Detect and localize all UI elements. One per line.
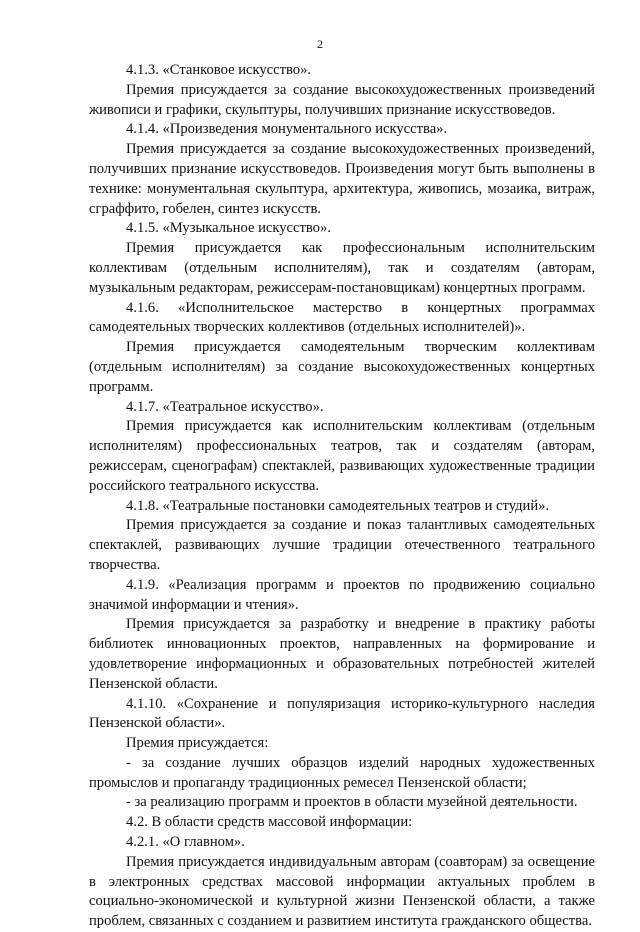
section-text-4-1-6: Премия присуждается самодеятельным творческим коллективам (отдельным исполнителям) за создание высокохудожественных концертных программ. xyxy=(89,339,595,395)
section-text-4-1-9: Премия присуждается за разработку и внедрение в практику работы библиотек инновационных проектов, направленных на формирование и удовлетворение информационных и образовательных потребностей жителей Пензенской области. xyxy=(89,616,595,692)
list-item: - за реализацию программ и проектов в области музейной деятельности. xyxy=(126,794,578,811)
list-item: - за создание лучших образцов изделий народных художественных промыслов и пропаганду традиционных ремесел Пензенской области; xyxy=(89,754,595,791)
section-text-4-1-4: Премия присуждается за создание высокохудожественных произведений, получивших признание искусствоведов. Произведения могут быть выполнены в технике: монументальная скульптура, архитектура, живопись, мозаика, витраж, сграффито, гобелен, синтез искусств. xyxy=(89,141,595,217)
section-text-4-1-10: Премия присуждается: xyxy=(126,735,269,752)
section-heading-4-1-6: 4.1.6. «Исполнительское мастерство в концертных программах самодеятельных творческих коллективов (отдельных исполнителей)». xyxy=(89,299,595,336)
section-heading-4-1-9: 4.1.9. «Реализация программ и проектов по продвижению социально значимой информации и чтения». xyxy=(89,576,595,613)
section-text-4-1-3: Премия присуждается за создание высокохудожественных произведений живописи и графики, скульптуры, получивших признание искусствоведов. xyxy=(89,81,595,118)
section-heading-4-1-5: 4.1.5. «Музыкальное искусство». xyxy=(126,220,331,237)
section-text-4-1-7: Премия присуждается как исполнительским коллективам (отдельным исполнителям) профессиональных театров, так и создателям (авторам, режиссерам, сценографам) спектаклей, развивающих художественные традиции российского театрального искусства. xyxy=(89,418,595,494)
page-number: 2 xyxy=(317,37,323,51)
section-heading-4-2: 4.2. В области средств массовой информации: xyxy=(126,814,413,831)
section-text-4-2-1: Премия присуждается индивидуальным авторам (соавторам) за освещение в электронных средствах массовой информации актуальных проблем в социально-экономической и культурной жизни Пензенской области, а также проблем, связанных с созданием и развитием института гражданского общества. xyxy=(89,853,595,930)
section-heading-4-1-10: 4.1.10. «Сохранение и популяризация историко-культурного наследия Пензенской области». xyxy=(89,695,595,732)
section-heading-4-1-7: 4.1.7. «Театральное искусство». xyxy=(126,398,324,415)
section-heading-4-1-4: 4.1.4. «Произведения монументального искусства». xyxy=(126,121,448,138)
section-heading-4-2-1: 4.2.1. «О главном». xyxy=(126,834,245,851)
section-text-4-1-8: Премия присуждается за создание и показ талантливых самодеятельных спектаклей, развивающих лучшие традиции отечественного театрального творчества. xyxy=(89,517,595,573)
section-text-4-1-5: Премия присуждается как профессиональным исполнительским коллективам (отдельным исполнителям), так и создателям (авторам, музыкальным редакторам, режиссерам-постановщикам) концертных программ. xyxy=(89,240,595,296)
section-heading-4-1-8: 4.1.8. «Театральные постановки самодеятельных театров и студий». xyxy=(126,497,550,514)
section-heading-4-1-3: 4.1.3. «Станковое искусство». xyxy=(126,62,312,78)
document-body xyxy=(89,61,595,932)
